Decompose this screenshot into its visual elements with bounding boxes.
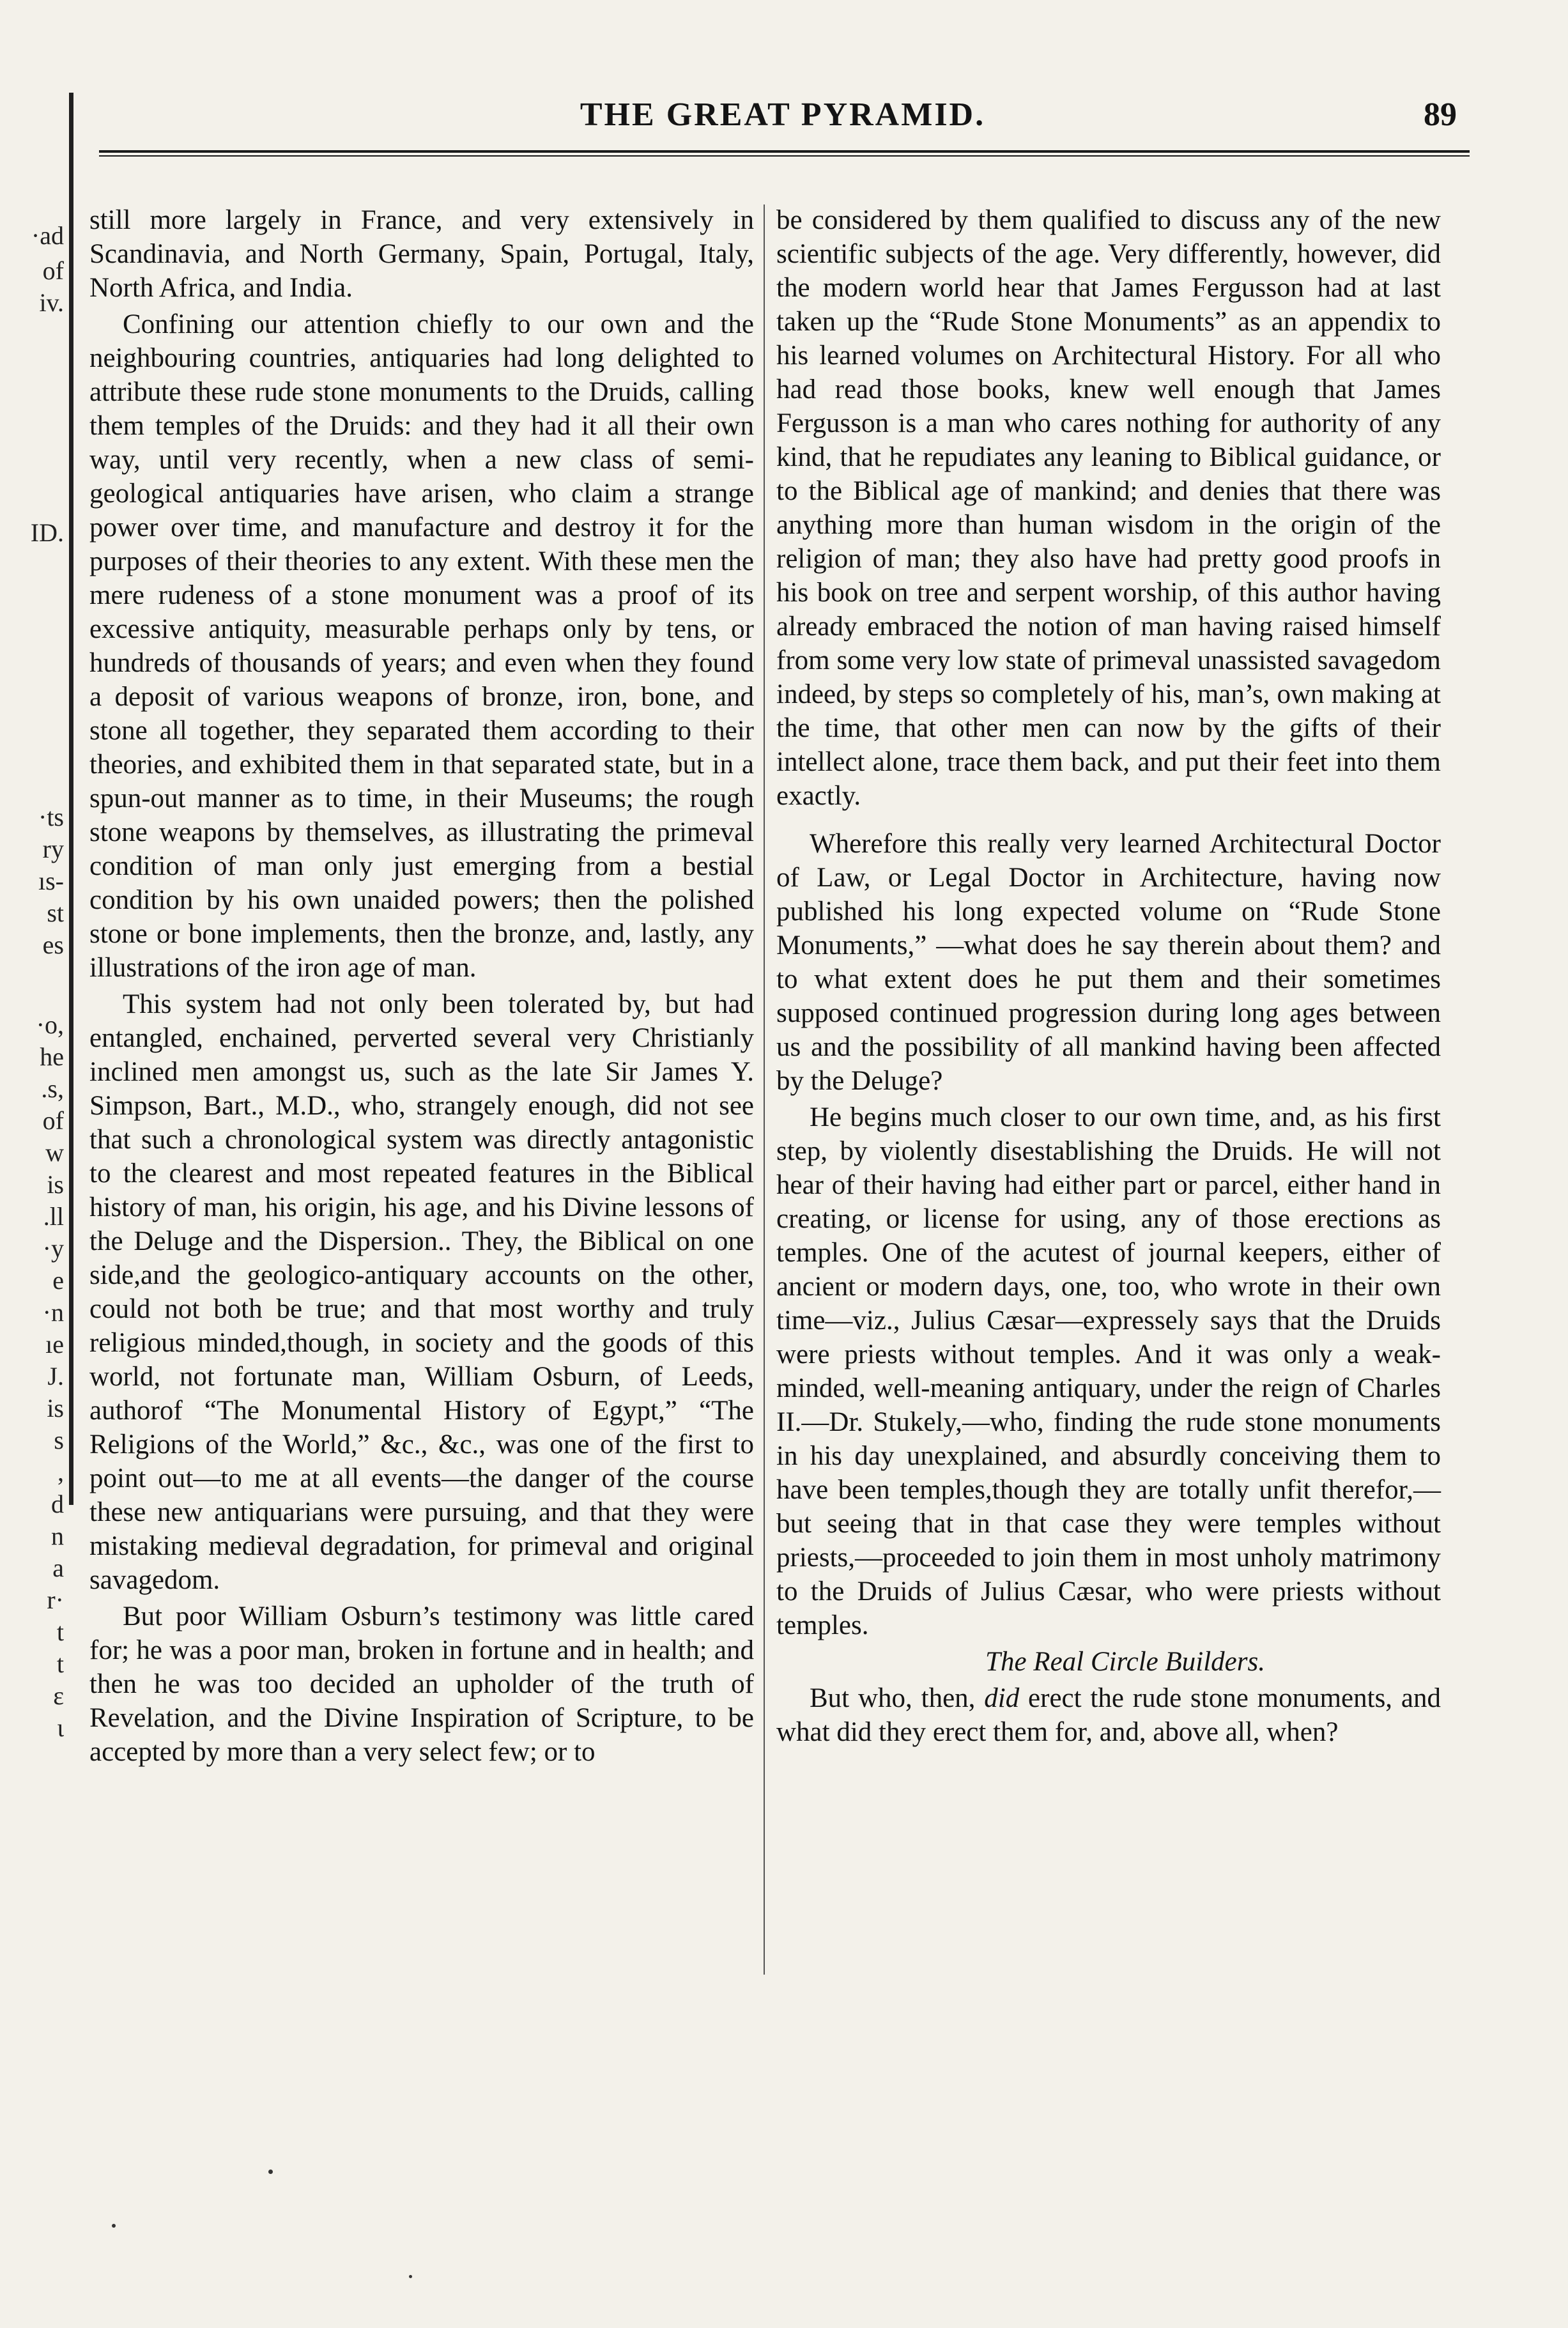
margin-fragment: st <box>47 898 64 927</box>
paragraph: He begins much closer to our own time, and, as his first step, by violently disestablishing the Druids. He will not hear of their having had either part or parcel, either hand in creating, or license for using, any of those erections as temples. One of the acutest of journal keepers, either of ancient or modern days, one, too, who wrote in their own time—viz., Julius Cæsar—expressely says that the Druids were priests without temples. And it was only a weak-minded, well-meaning antiquary, under the reign of Charles II.—Dr. Stukely,—who, finding the rude stone monuments in his day unexplained, and absurdly conceiving them to have been temples,though they are totally unfit therefor,—but seeing that in that case they were temples without priests,—proceeded to join them in most unholy matrimony to the Druids of Julius Cæsar, who were priests without temples. <box>776 1102 1441 1640</box>
margin-fragment: is <box>47 1394 64 1422</box>
print-speck <box>268 2170 273 2174</box>
margin-fragment: , <box>58 1458 64 1486</box>
header-rule-thin <box>99 155 1470 157</box>
paragraph-text: erect the rude stone monuments, and what did they erect them for, and, above all, when? <box>776 1683 1441 1747</box>
margin-fragment: w <box>45 1138 64 1167</box>
paragraph: But poor William Osburn’s testimony was little cared for; he was a poor man, broken in fortune and in health; and then he was too decided an upholder of the truth of Revelation, and the Divine Inspiration of Scripture, to be accepted by more than a very select few; or to <box>89 1601 754 1767</box>
margin-fragment: J. <box>47 1362 64 1391</box>
margin-fragment: ι <box>57 1713 64 1742</box>
margin-fragment: ·n <box>42 1298 64 1327</box>
adjacent-page-fragments <box>0 0 77 2328</box>
margin-fragment: n <box>51 1522 64 1550</box>
left-column <box>89 203 754 1769</box>
print-speck <box>409 2275 412 2278</box>
margin-fragment: ·ts <box>38 803 64 831</box>
section-subheading: The Real Circle Builders. <box>985 1647 1265 1677</box>
paragraph: still more largely in France, and very extensively in Scandinavia, and North Germany, Spain, Portugal, Italy, North Africa, and India. <box>89 205 754 303</box>
margin-fragment: ·ad <box>31 221 64 250</box>
margin-fragment: r· <box>47 1585 64 1614</box>
margin-fragment: ID. <box>30 518 64 547</box>
margin-fragment: t <box>56 1649 64 1678</box>
margin-fragment: he <box>40 1042 64 1071</box>
margin-fragment: iv. <box>39 288 64 317</box>
margin-fragment: ɛ <box>53 1681 64 1710</box>
print-speck <box>112 2224 116 2228</box>
margin-fragment: t <box>56 1617 64 1646</box>
paragraph <box>776 1681 1441 1749</box>
paragraph: This system had not only been tolerated by, but had entangled, enchained, perverted several very Christianly inclined men amongst us, such as the late Sir James Y. Simpson, Bart., M.D., who, strangely enough, did not see that such a chronological system was directly antagonistic to the clearest and most repeated features in the Biblical history of man, his origin, his age, and his Divine lessons of the Deluge and the Dispersion.. They, the Biblical on one side,and the geologico-antiquary accounts on the other, could not both be true; and that most worthy and truly religious minded,though, in society and the goods of this world, not fortunate man, William Osburn, of Leeds, authorof “The Monumental History of Egypt,” “The Religions of the World,” &c., &c., was one of the first to point out—to me at all events—the danger of the course these new antiquarians were pursuing, and that they were mistaking medieval degradation, for primeval and original savagedom. <box>89 989 754 1595</box>
paragraph: Confining our attention chiefly to our own and the neighbouring countries, antiquaries had long delighted to attribute these rude stone monuments to the Druids, calling them temples of the Druids: and they had it all their own way, until very recently, when a new class of semi-geological antiquaries have arisen, who claim a strange power over time, and manufacture and destroy it for the purposes of their theories to any extent. With these men the mere rudeness of a stone monument was a proof of its excessive antiquity, measurable perhaps only by tens, or hundreds of thousands of years; and even when they found a deposit of various weapons of bronze, iron, bone, and stone all together, they separated them according to their theories, and exhibited them in that separated state, but in a spun-out manner as to time, in their Museums; the rough stone weapons by themselves, as illustrating the primeval condition of man only just emerging from a bestial condition by his own unaided powers; then the polished stone or bone implements, then the bronze, and, lastly, any illustrations of the iron age of man. <box>89 309 754 983</box>
margin-fragment: a <box>52 1553 64 1582</box>
paragraph: be considered by them qualified to discuss any of the new scientific subjects of the age. Very differently, however, did the modern world hear that James Fergusson had at last taken up the “Rude Stone Monuments” as an appendix to his learned volumes on Architectural History. For all who had read those books, knew well enough that James Fergusson is a man who cares nothing for authority of any kind, that he repudiates any leaning to Biblical guidance, or to the Biblical age of mankind; and denies that there was anything more than human wisdom in the origin of the religion of man; they also have had pretty good proofs in his book on tree and serpent worship, of this author having already embraced the notion of man having raised himself from some very low state of primeval unassisted savagedom indeed, by steps so completely of his, man’s, own making at the time, that other men can now by the gifts of their intellect alone, trace them back, and put their feet into them exactly. <box>776 205 1441 811</box>
margin-fragment: ıe <box>45 1330 64 1359</box>
paragraph-text: But who, then, <box>810 1683 985 1713</box>
margin-fragment: of <box>42 256 64 285</box>
page-number: 89 <box>1424 96 1457 133</box>
margin-fragment: .ll <box>43 1202 64 1231</box>
paragraph: Wherefore this really very learned Architectural Doctor of Law, or Legal Doctor in Architecture, having now published his long expected volume on “Rude Stone Monuments,” —what does he say therein about them? and to what extent does he put them and their sometimes supposed continued progression during long ages between us and the possibility of all mankind having been affected by the Deluge? <box>776 829 1441 1096</box>
margin-fragment: .s, <box>41 1074 64 1103</box>
right-column <box>776 203 1441 1749</box>
margin-fragment: es <box>42 930 64 959</box>
page-header <box>102 96 1463 147</box>
header-rule <box>99 150 1470 153</box>
running-title: THE GREAT PYRAMID. <box>580 96 986 133</box>
margin-fragment: ·y <box>42 1234 64 1263</box>
column-divider <box>764 204 765 1975</box>
margin-fragment: of <box>42 1106 64 1135</box>
margin-fragment: e <box>52 1266 64 1295</box>
margin-fragment: ry <box>42 835 64 863</box>
emphasis: did <box>984 1683 1020 1713</box>
margin-fragment: d <box>51 1490 64 1518</box>
margin-fragment: s <box>54 1426 64 1454</box>
margin-fragment: ·o, <box>36 1010 64 1039</box>
margin-fragment: ıs- <box>38 867 64 895</box>
margin-fragment: is <box>47 1170 64 1199</box>
